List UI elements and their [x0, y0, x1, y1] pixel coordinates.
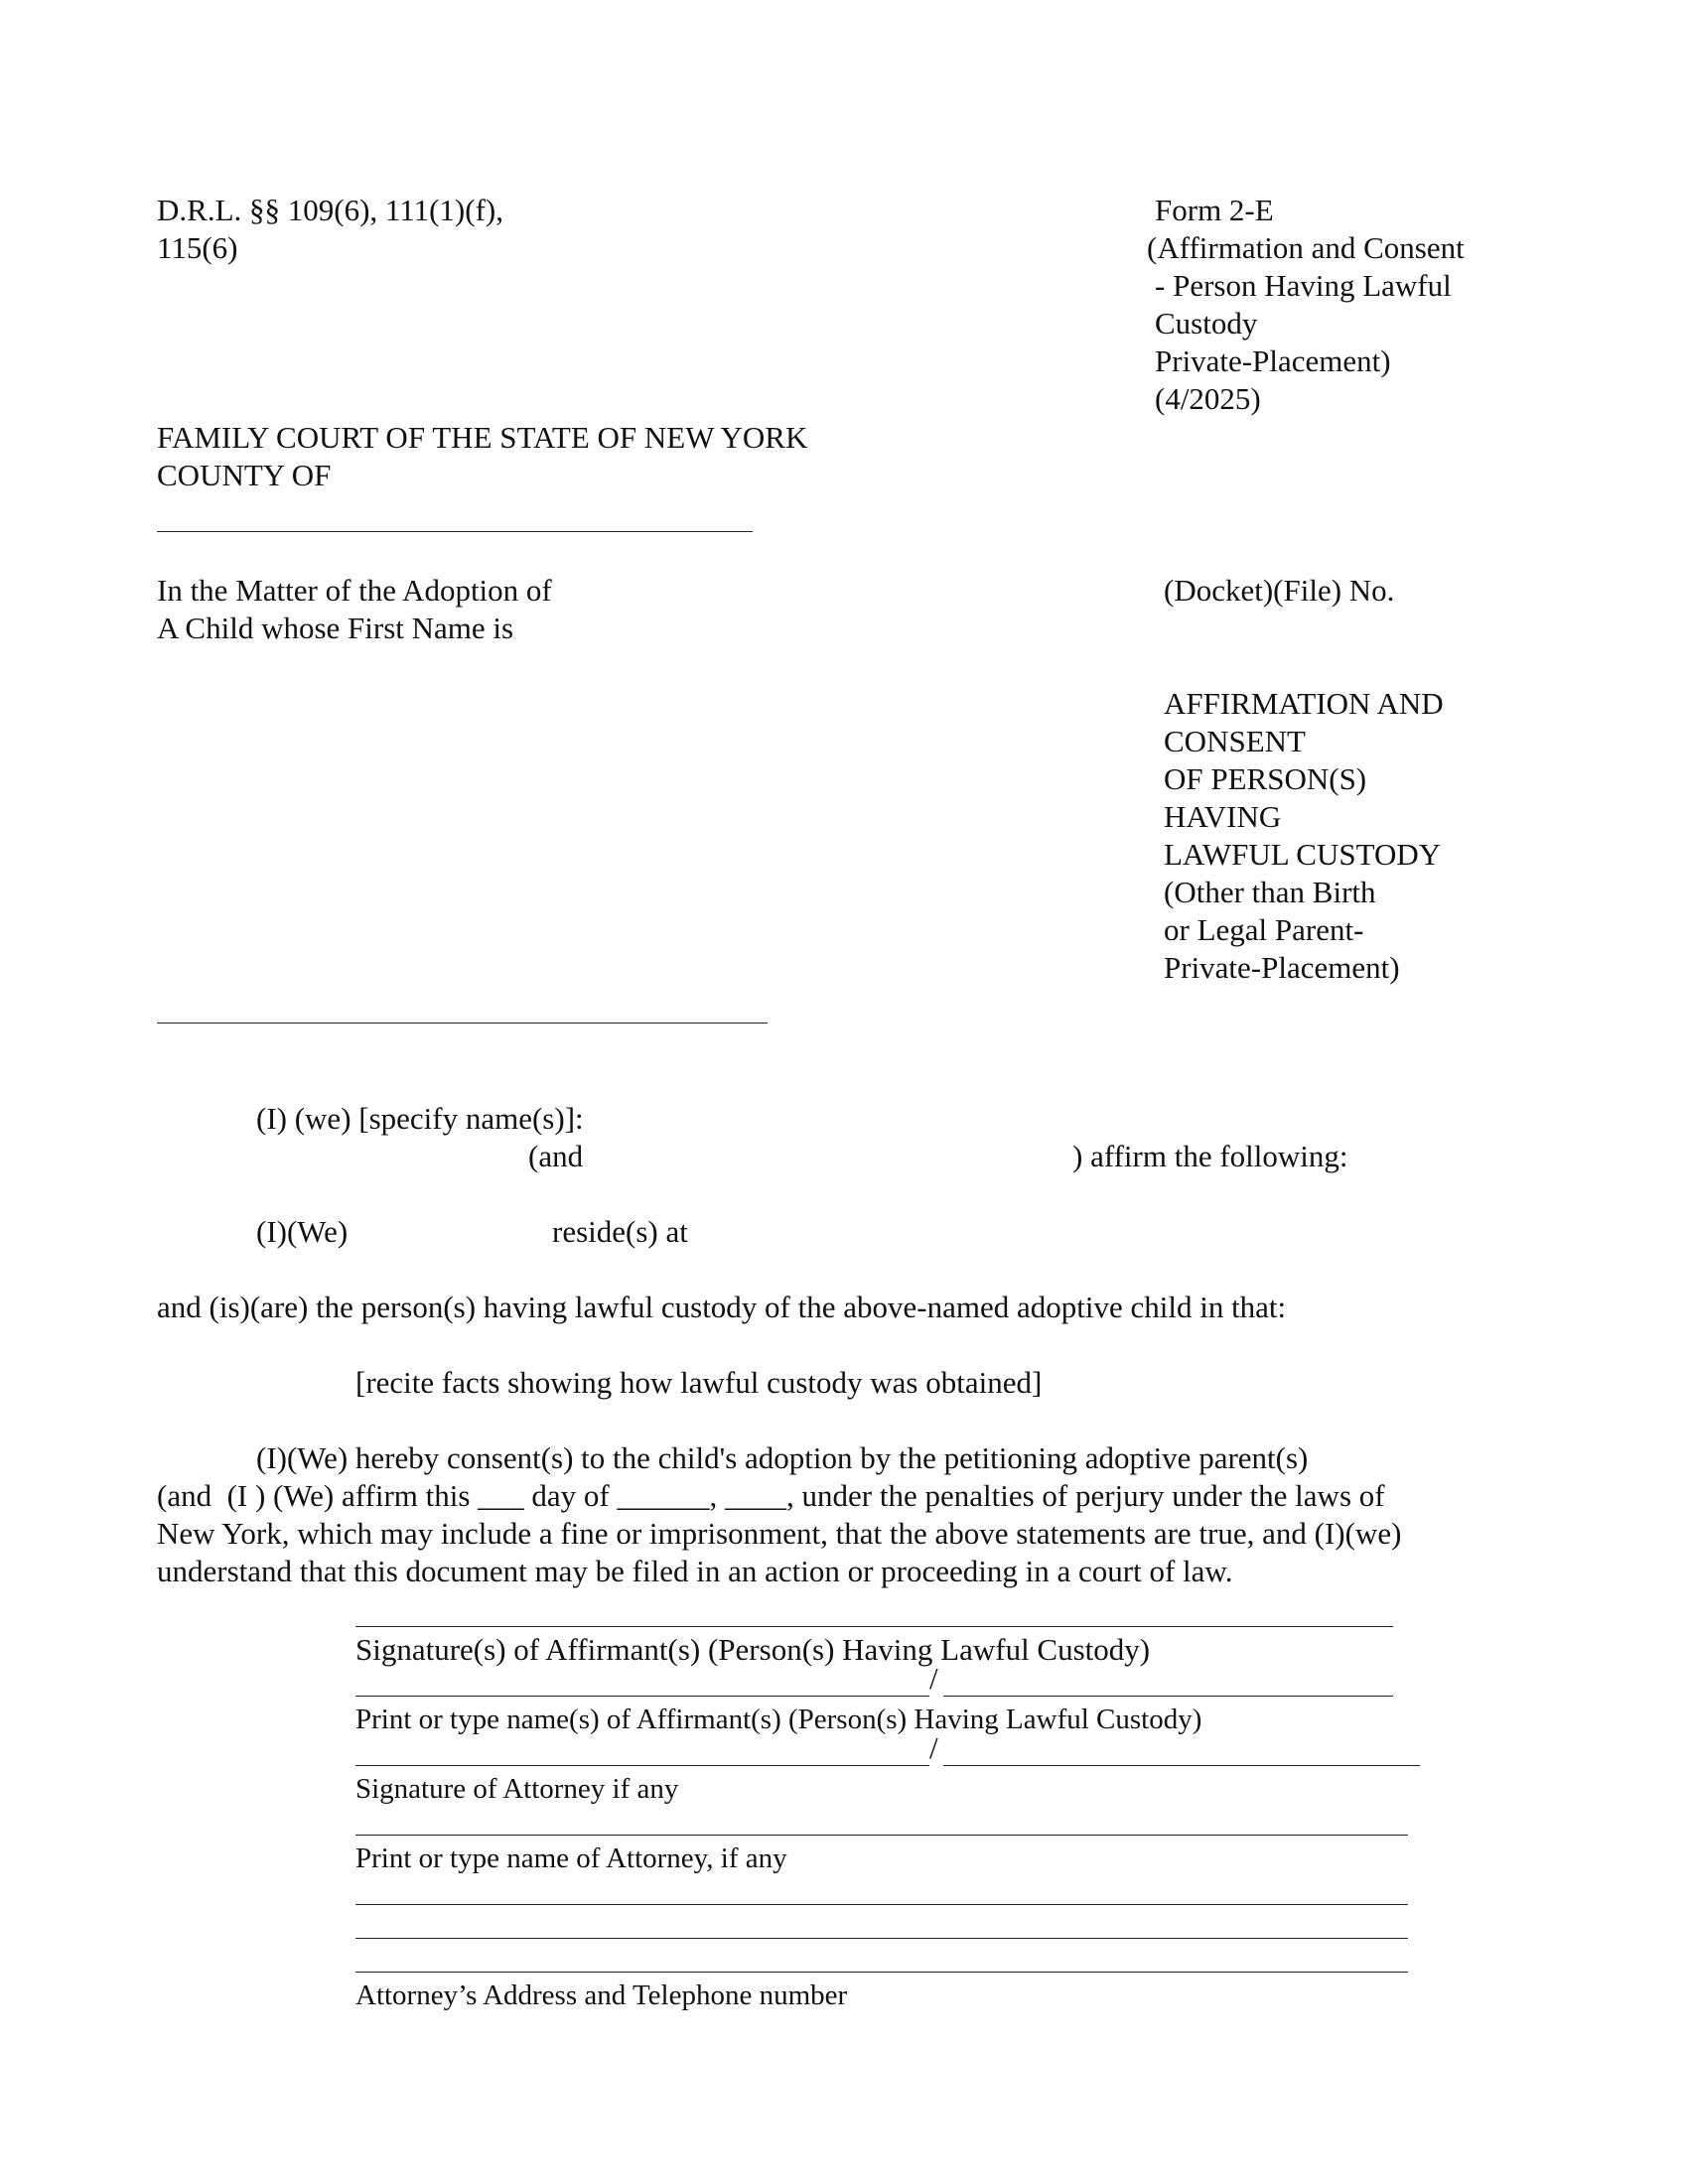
- affirmant-print-slash: /: [929, 1661, 938, 1696]
- document-title-line: LAWFUL CUSTODY: [1164, 837, 1442, 872]
- attorney-signature-label: Signature of Attorney if any: [355, 1773, 679, 1805]
- resides-at-label: reside(s) at: [552, 1214, 688, 1249]
- matter-line-1: In the Matter of the Adoption of: [157, 573, 552, 608]
- county-underline[interactable]: [157, 531, 753, 532]
- attorney-address-line[interactable]: [355, 1938, 1408, 1939]
- form-date: (4/2025): [1155, 381, 1261, 416]
- matter-line-2: A Child whose First Name is: [157, 611, 514, 645]
- attorney-print-label: Print or type name of Attorney, if any: [355, 1843, 787, 1874]
- affirmant-signature-label: Signature(s) of Affirmant(s) (Person(s) Having Lawful Custody): [355, 1632, 1151, 1667]
- consent-paragraph-line-2: (and (I ) (We) affirm this ___ day of ______, ____, under the penalties of perjury under the laws of: [157, 1478, 1385, 1513]
- consent-paragraph-line-3: New York, which may include a fine or imprisonment, that the above statements are true, and (I)(we): [157, 1516, 1402, 1551]
- attorney-signature-line-right[interactable]: [943, 1765, 1420, 1766]
- affirmant-print-line-left[interactable]: [355, 1696, 929, 1697]
- attorney-print-line[interactable]: [355, 1835, 1408, 1836]
- document-title-line: (Other than Birth: [1164, 875, 1376, 909]
- form-description-line-1: (Affirmation and Consent: [1147, 230, 1465, 265]
- statute-line-1: D.R.L. §§ 109(6), 111(1)(f),: [157, 193, 503, 227]
- document-title-line: AFFIRMATION AND: [1164, 686, 1444, 721]
- attorney-address-line[interactable]: [355, 1904, 1408, 1905]
- county-label: COUNTY OF: [157, 458, 332, 492]
- statute-line-2: 115(6): [157, 230, 238, 265]
- affirmant-print-line-right[interactable]: [943, 1696, 1393, 1697]
- attorney-address-line[interactable]: [355, 1972, 1408, 1973]
- affirmant-signature-line[interactable]: [355, 1626, 1393, 1627]
- consent-paragraph-line-4: understand that this document may be filed in an action or proceeding in a court of law.: [157, 1554, 1233, 1588]
- affirmant-print-label: Print or type name(s) of Affirmant(s) (Person(s) Having Lawful Custody): [355, 1704, 1202, 1735]
- attorney-address-label: Attorney’s Address and Telephone number: [355, 1979, 848, 2011]
- specify-names-prompt: (I) (we) [specify name(s)]:: [256, 1101, 584, 1136]
- form-description-line-3: Custody: [1155, 306, 1258, 341]
- document-title-line: or Legal Parent-: [1164, 912, 1364, 947]
- consent-paragraph-line-1: (I)(We) hereby consent(s) to the child's adoption by the petitioning adoptive parent(s): [256, 1440, 1309, 1475]
- caption-underline[interactable]: [157, 1023, 768, 1024]
- form-description-line-2: - Person Having Lawful: [1155, 268, 1452, 303]
- attorney-signature-slash: /: [929, 1730, 938, 1765]
- i-we-label: (I)(We): [256, 1214, 349, 1249]
- document-title-line: HAVING: [1164, 799, 1282, 834]
- document-title-line: CONSENT: [1164, 724, 1306, 758]
- form-description-line-4: Private-Placement): [1155, 343, 1391, 378]
- custody-statement: and (is)(are) the person(s) having lawful custody of the above-named adoptive child in that:: [157, 1290, 1287, 1324]
- docket-number-label: (Docket)(File) No.: [1164, 573, 1395, 608]
- attorney-signature-line-left[interactable]: [355, 1765, 929, 1766]
- document-title-line: OF PERSON(S): [1164, 761, 1367, 796]
- court-name: FAMILY COURT OF THE STATE OF NEW YORK: [157, 420, 808, 455]
- affirm-following: ) affirm the following:: [1072, 1139, 1348, 1173]
- document-title-line: Private-Placement): [1164, 950, 1400, 985]
- recite-facts-instruction: [recite facts showing how lawful custody was obtained]: [355, 1365, 1043, 1400]
- form-number: Form 2-E: [1155, 193, 1274, 227]
- and-open-paren: (and: [528, 1139, 584, 1173]
